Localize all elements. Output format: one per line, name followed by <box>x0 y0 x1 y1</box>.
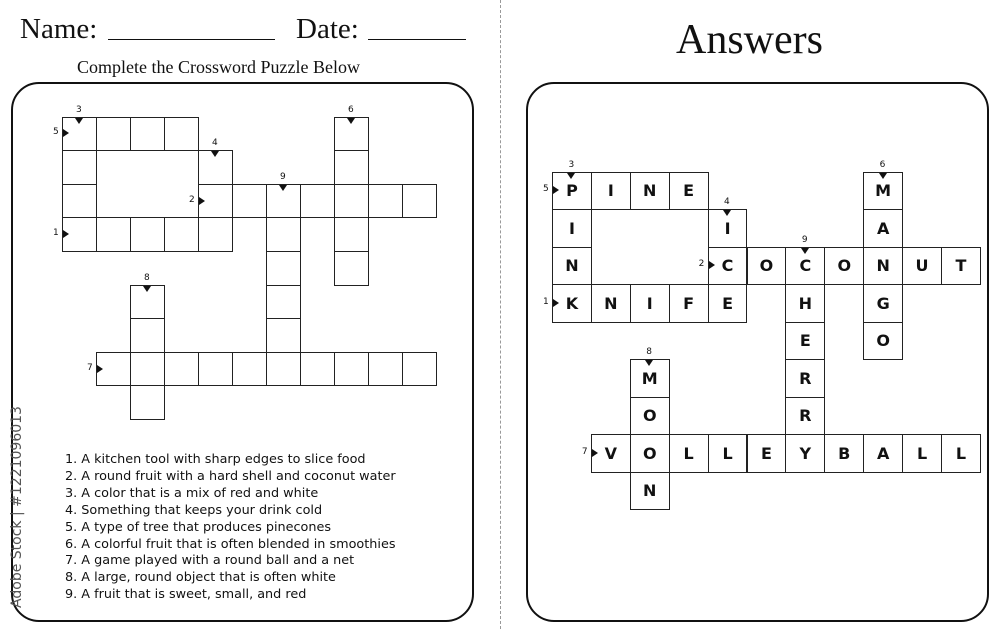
answer-cell: R <box>785 359 825 398</box>
date-line[interactable] <box>368 39 466 40</box>
answer-cell: I <box>552 209 592 248</box>
crossword-cell[interactable] <box>266 251 301 286</box>
crossword-cell[interactable] <box>266 285 301 320</box>
date-label: Date: <box>296 13 359 45</box>
clue-number-7: 7 <box>87 362 93 373</box>
clue-3: 3. A color that is a mix of red and white <box>65 485 319 501</box>
clue-number-7: 7 <box>581 446 588 457</box>
clue-4: 4. Something that keeps your drink cold <box>65 502 323 518</box>
answer-cell: K <box>552 284 592 323</box>
answer-cell: R <box>785 397 825 436</box>
across-arrow-icon <box>553 186 559 194</box>
crossword-cell[interactable] <box>266 217 301 252</box>
crossword-cell[interactable] <box>266 352 301 387</box>
clue-2: 2. A round fruit with a hard shell and coconut water <box>65 468 396 484</box>
down-arrow-icon <box>567 173 575 179</box>
answer-cell: C <box>785 247 825 286</box>
clue-number-9: 9 <box>280 171 286 182</box>
crossword-cell[interactable] <box>368 352 403 387</box>
crossword-cell[interactable] <box>164 117 199 152</box>
down-arrow-icon <box>801 248 809 254</box>
crossword-cell[interactable] <box>266 318 301 353</box>
clue-9: 9. A fruit that is sweet, small, and red <box>65 587 307 603</box>
clue-number-5: 5 <box>543 184 549 195</box>
crossword-cell[interactable] <box>334 352 369 387</box>
clue-number-3: 3 <box>76 104 82 115</box>
crossword-cell[interactable] <box>232 184 267 219</box>
crossword-cell[interactable] <box>334 184 369 219</box>
answer-cell: N <box>863 247 903 286</box>
crossword-cell[interactable] <box>130 318 165 353</box>
crossword-cell[interactable] <box>62 150 97 185</box>
crossword-cell[interactable] <box>96 117 131 152</box>
crossword-cell[interactable] <box>130 117 165 152</box>
answer-cell: H <box>785 284 825 323</box>
answer-cell: P <box>552 172 592 211</box>
clue-7: 7. A game played with a round ball and a net <box>65 553 355 569</box>
down-arrow-icon <box>211 151 219 157</box>
answer-cell: N <box>552 247 592 286</box>
answer-cell: E <box>747 434 787 473</box>
name-label: Name: <box>20 13 98 45</box>
crossword-cell[interactable] <box>334 150 369 185</box>
answer-cell: O <box>630 434 670 473</box>
clue-5: 5. A type of tree that produces pinecones <box>65 519 332 535</box>
answer-cell: O <box>824 247 864 286</box>
clue-number-1: 1 <box>543 296 549 307</box>
across-arrow-icon <box>63 129 69 137</box>
across-arrow-icon <box>553 299 559 307</box>
answers-panel <box>526 82 989 622</box>
down-arrow-icon <box>645 360 653 366</box>
across-arrow-icon <box>97 365 103 373</box>
answer-cell: N <box>591 284 631 323</box>
crossword-cell[interactable] <box>300 352 335 387</box>
answer-cell: A <box>863 434 903 473</box>
clue-number-2: 2 <box>189 194 195 205</box>
answer-cell: Y <box>785 434 825 473</box>
answers-title: Answers <box>676 17 823 63</box>
puzzle-subtitle: Complete the Crossword Puzzle Below <box>77 57 360 77</box>
clue-1: 1. A kitchen tool with sharp edges to slice food <box>65 452 366 467</box>
clue-list <box>65 452 396 604</box>
answer-cell: C <box>708 247 748 286</box>
answer-cell: L <box>708 434 748 473</box>
clue-number-4: 4 <box>212 138 218 149</box>
crossword-cell[interactable] <box>334 251 369 286</box>
answer-cell: N <box>630 472 670 511</box>
crossword-cell[interactable] <box>368 184 403 219</box>
answer-cell: F <box>669 284 709 323</box>
answer-cell: I <box>708 209 748 248</box>
crossword-cell[interactable] <box>334 217 369 252</box>
page-divider <box>500 0 501 629</box>
crossword-cell[interactable] <box>96 217 131 252</box>
stock-watermark <box>6 392 28 622</box>
crossword-cell[interactable] <box>130 352 165 387</box>
crossword-cell[interactable] <box>198 352 233 387</box>
clue-number-8: 8 <box>646 347 652 357</box>
name-line[interactable] <box>108 39 275 40</box>
clue-number-3: 3 <box>568 159 575 170</box>
answer-cell: O <box>863 322 903 361</box>
crossword-cell[interactable] <box>402 184 437 219</box>
answer-cell: I <box>630 284 670 323</box>
across-arrow-icon <box>199 197 205 205</box>
clue-number-6: 6 <box>879 159 886 170</box>
clue-number-4: 4 <box>724 197 730 207</box>
answer-cell: E <box>785 322 825 361</box>
crossword-cell[interactable] <box>402 352 437 387</box>
answer-cell: L <box>902 434 942 473</box>
answer-cell: L <box>941 434 981 473</box>
clue-number-1: 1 <box>53 228 59 239</box>
crossword-cell[interactable] <box>300 184 335 219</box>
crossword-cell[interactable] <box>130 217 165 252</box>
crossword-cell[interactable] <box>232 352 267 387</box>
down-arrow-icon <box>75 118 83 124</box>
answer-cell: E <box>669 172 709 211</box>
answer-cell: O <box>747 247 787 286</box>
answer-cell: O <box>630 397 670 436</box>
answer-cell: M <box>630 359 670 398</box>
across-arrow-icon <box>709 261 715 269</box>
down-arrow-icon <box>723 210 731 216</box>
answer-cell: N <box>630 172 670 211</box>
clue-number-6: 6 <box>348 104 354 115</box>
answer-cell: B <box>824 434 864 473</box>
answer-cell: T <box>941 247 981 286</box>
clue-8: 8. A large, round object that is often white <box>65 570 336 586</box>
crossword-cell[interactable] <box>164 217 199 252</box>
across-arrow-icon <box>63 230 69 238</box>
clue-6: 6. A colorful fruit that is often blended in smoothies <box>65 536 396 552</box>
answer-cell: V <box>591 434 631 473</box>
crossword-cell[interactable] <box>130 385 165 420</box>
down-arrow-icon <box>879 173 887 179</box>
crossword-cell[interactable] <box>198 217 233 252</box>
down-arrow-icon <box>347 118 355 124</box>
clue-number-8: 8 <box>144 272 150 283</box>
answer-cell: A <box>863 209 903 248</box>
watermark-text: Adobe Stock | #1221096013 <box>9 406 25 608</box>
across-arrow-icon <box>592 449 598 457</box>
down-arrow-icon <box>279 185 287 191</box>
answer-cell: M <box>863 172 903 211</box>
down-arrow-icon <box>143 286 151 292</box>
clue-number-5: 5 <box>53 127 59 138</box>
answer-cell: I <box>591 172 631 211</box>
answer-cell: U <box>902 247 942 286</box>
crossword-cell[interactable] <box>62 184 97 219</box>
answer-cell: G <box>863 284 903 323</box>
clue-number-9: 9 <box>801 234 808 245</box>
answer-cell: L <box>669 434 709 473</box>
clue-number-2: 2 <box>698 259 705 270</box>
answer-cell: E <box>708 284 748 323</box>
crossword-cell[interactable] <box>164 352 199 387</box>
